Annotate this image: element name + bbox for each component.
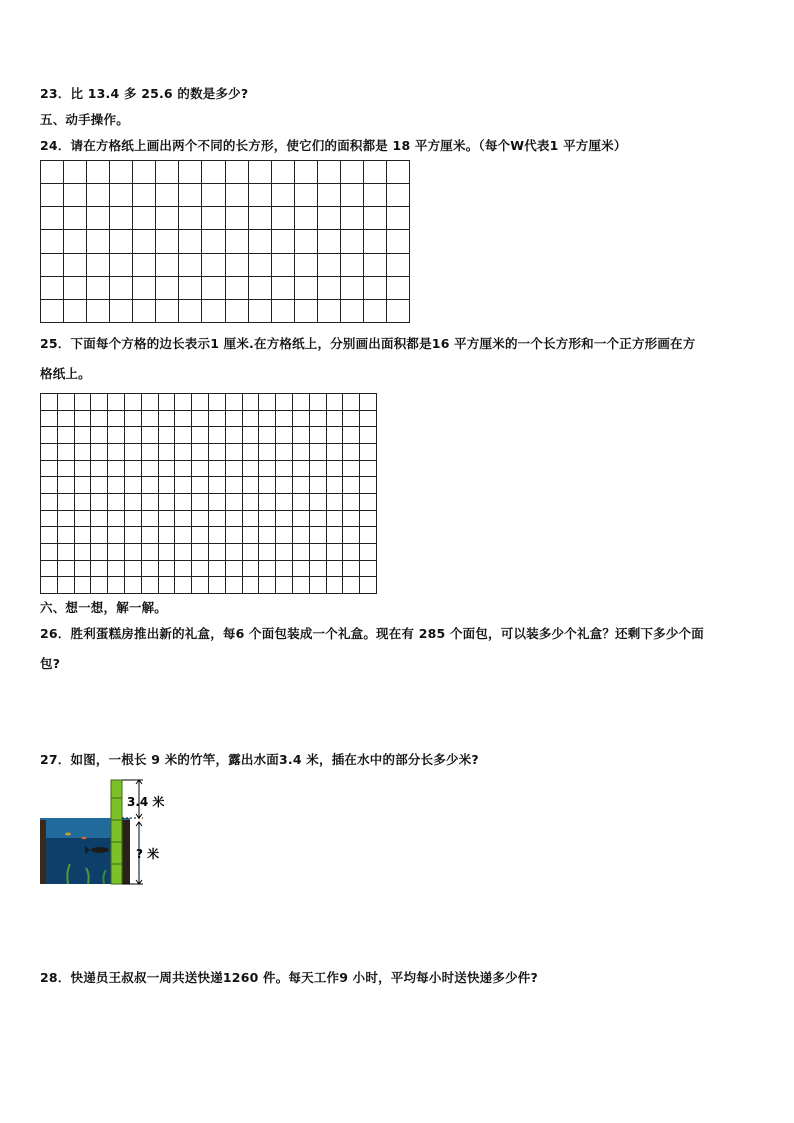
section-heading-6: 六、想一想，解一解。: [40, 600, 168, 615]
question-26-line-1: 26．胜利蛋糕房推出新的礼盒，每6 个面包装成一个礼盒。现在有 285 个面包，可以装多少个礼盒？还剩下多少个面: [40, 626, 704, 641]
grid-paper-q24[interactable]: [40, 160, 410, 323]
question-27: 27．如图，一根长 9 米的竹竿，露出水面3.4 米，插在水中的部分长多少米?: [40, 752, 479, 767]
bamboo-pole: [111, 780, 122, 884]
question-25-line-2: 格纸上。: [40, 366, 91, 381]
section-heading-5: 五、动手操作。: [40, 112, 129, 127]
grid-paper-q25[interactable]: [40, 393, 377, 594]
tank-left-rock: [40, 820, 46, 884]
question-28: 28．快递员王叔叔一周共送快递1260 件。每天工作9 小时，平均每小时送快递多少件?: [40, 970, 538, 985]
fish-icon: [91, 847, 109, 853]
bamboo-pole-figure: [38, 778, 178, 892]
above-water-label: 3.4 米: [127, 795, 165, 809]
question-26-line-2: 包?: [40, 656, 61, 671]
below-water-label: ? 米: [136, 847, 160, 861]
question-23: 23．比 13.4 多 25.6 的数是多少?: [40, 86, 249, 101]
question-24: 24．请在方格纸上画出两个不同的长方形，使它们的面积都是 18 平方厘米。（每个W代表1 平方厘米）: [40, 138, 627, 153]
question-25-line-1: 25．下面每个方格的边长表示1 厘米.在方格纸上，分别画出面积都是16 平方厘米的一个长方形和一个正方形画在方: [40, 336, 696, 351]
